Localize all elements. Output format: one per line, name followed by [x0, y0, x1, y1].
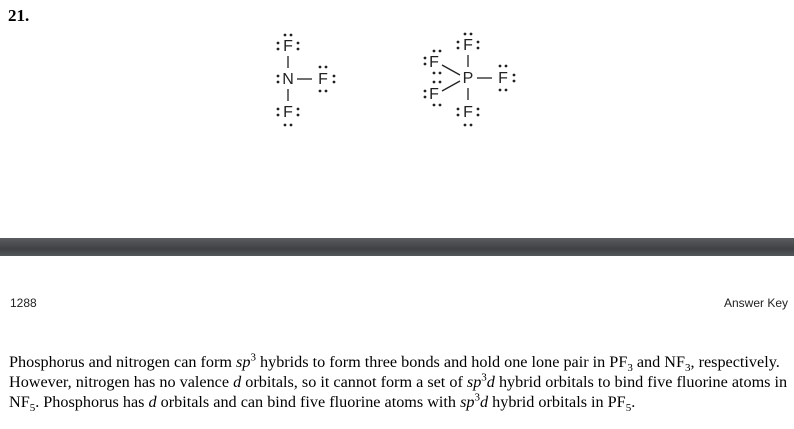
question-number: 21. — [8, 6, 30, 25]
nf3-central-n: N — [282, 71, 294, 88]
nf3-bottom-f: F — [283, 104, 293, 121]
nf3-top-f: F — [283, 38, 293, 55]
pf5-structure — [424, 33, 516, 127]
answer-paragraph: Phosphorus and nitrogen can form $sp^3$ hybrids to form three bonds and hold one lone pair in $PF_3$ and $NF_3$, respectively. However, nitrogen has no valence d orbitals, so it cannot form a set of $sp^3d$ hybrid orbitals to bind five fluorine atoms in $NF_5$. Phosphorus has d orbitals and can bind five fluorine atoms with $sp^3d$ hybrid orbitals in $PF_5$. — [9, 351, 788, 415]
pf5-bottom-f: F — [463, 104, 473, 121]
page-number: 1288 — [10, 296, 37, 310]
pf5-right-f: F — [498, 70, 508, 87]
section-label: Answer Key — [723, 296, 788, 310]
pf5-central-p: P — [462, 70, 474, 87]
pf5-upper-left-f: F — [429, 54, 439, 71]
nf3-right-f: F — [318, 71, 328, 88]
pf5-top-f: F — [463, 37, 473, 54]
nf3-structure — [277, 34, 336, 127]
page-separator — [0, 238, 794, 256]
pf5-lower-left-f: F — [429, 86, 439, 103]
